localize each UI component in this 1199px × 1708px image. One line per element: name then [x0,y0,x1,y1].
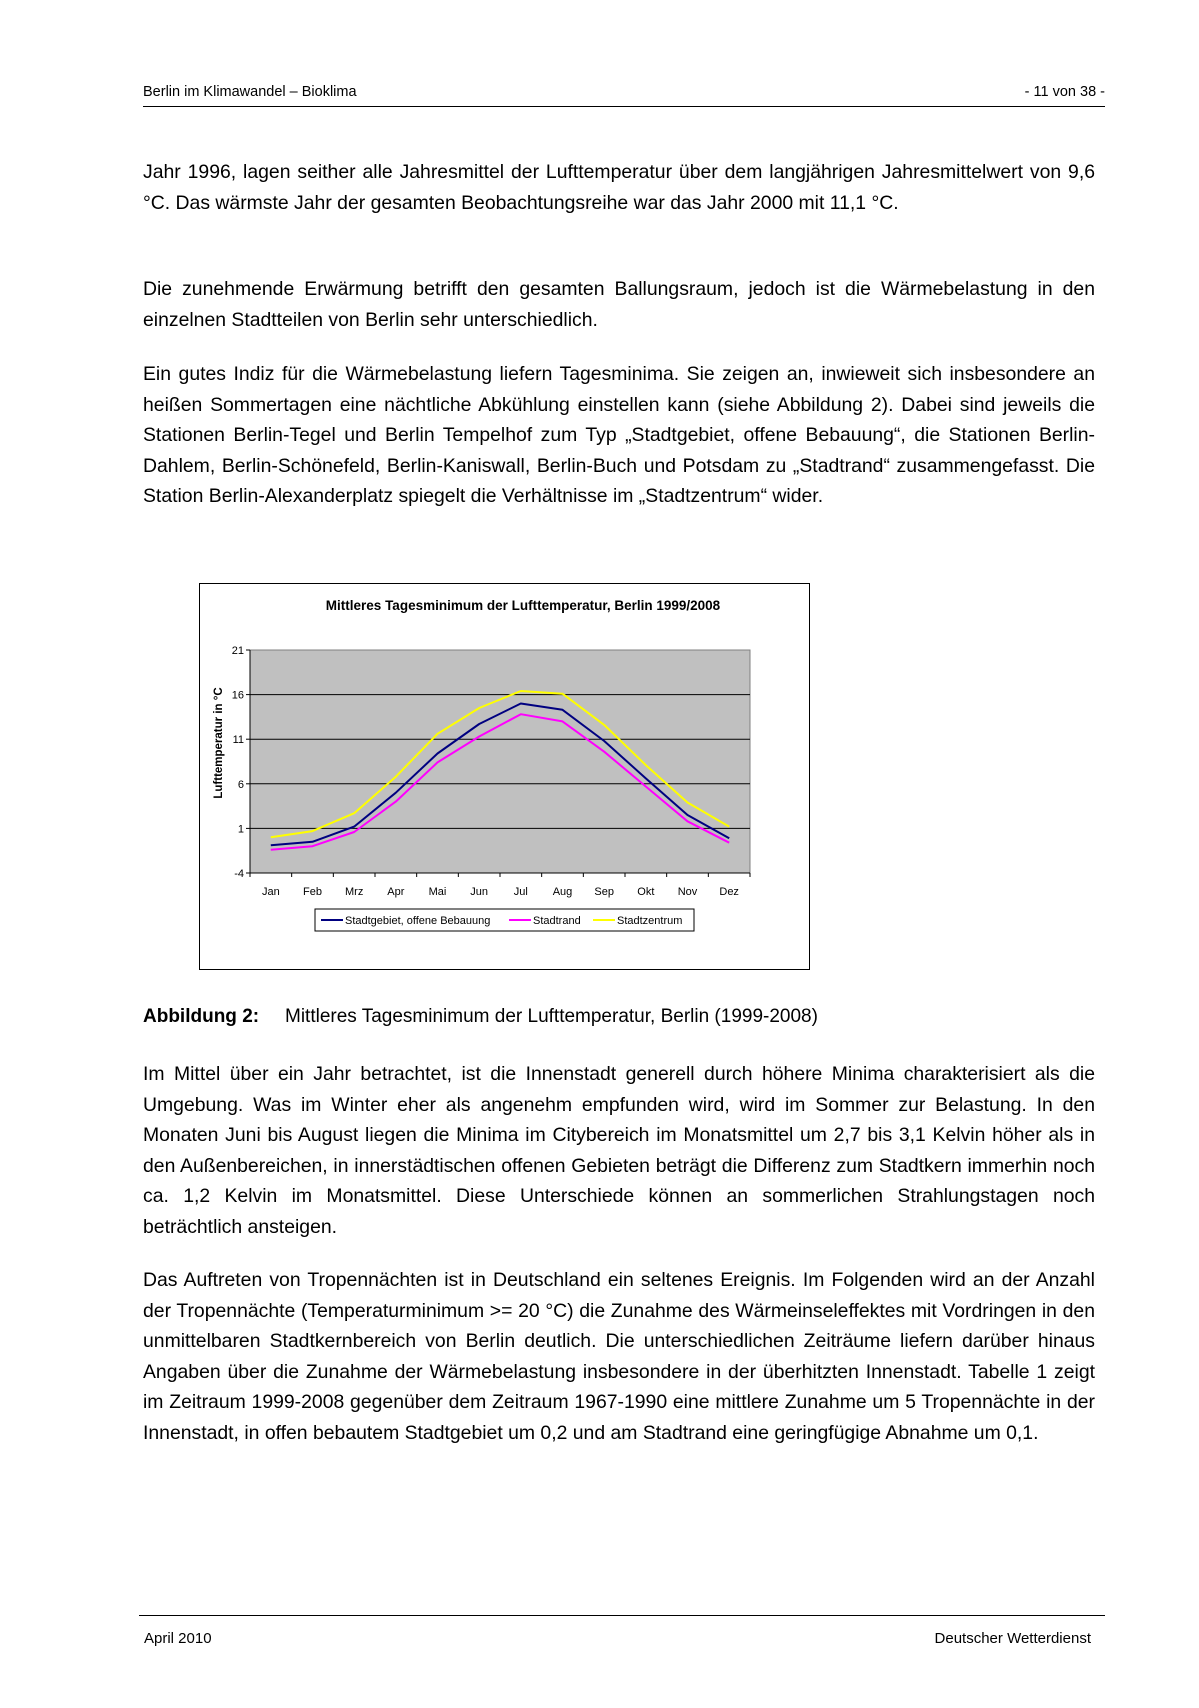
x-tick-label: Mrz [345,886,364,898]
paragraph-4: Im Mittel über ein Jahr betrachtet, ist die Innenstadt generell durch höhere Minima charakterisiert als die Umgebung. Was im Winter eher als angenehm empfunden wird, wird im Sommer zur Belastung. In den Monaten Juni bis August liegen die Minima im Citybereich im Monatsmittel um 2,7 bis 3,1 Kelvin höher als in den Außenbereichen, in innerstädtischen offenen Gebieten beträgt die Differenz zum Stadtkern immerhin noch ca. 1,2 Kelvin im Monatsmittel. Diese Unterschiede können an sommerlichen Strahlungstagen noch beträchtlich ansteigen. [143,1063,1095,1238]
paragraph-2: Die zunehmende Erwärmung betrifft den gesamten Ballungsraum, jedoch ist die Wärmebelastung in den einzelnen Stadtteilen von Berlin sehr unterschiedlich. [143,278,1095,331]
plot-area [250,650,750,873]
page-number: - 11 von 38 - [1024,84,1105,100]
paragraph-3: Ein gutes Indiz für die Wärmebelastung liefern Tagesminima. Sie zeigen an, inwieweit sich insbesondere an heißen Sommertagen eine nächtliche Abkühlung einstellen kann (siehe Abbildung 2). Dabei sind jeweils die Stationen Berlin-Tegel und Berlin Tempelhof zum Typ „Stadtgebiet, offene Bebauung“, die Stationen Berlin-Dahlem, Berlin-Schönefeld, Berlin-Kaniswall, Berlin-Buch und Potsdam zu „Stadtrand“ zusammengefasst. Die Station Berlin-Alexanderplatz spiegelt die Verhältnisse im „Stadtzentrum“ wider. [143,363,1095,507]
x-tick-label: Jun [470,886,489,898]
legend-label: Stadtgebiet, offene Bebauung [345,915,491,927]
y-tick-label: -4 [234,868,244,880]
page-footer [139,1615,1105,1656]
x-tick-label: Okt [637,886,655,898]
temperature-chart [199,583,810,970]
x-tick-label: Jul [513,886,528,898]
x-tick-label: Sep [594,886,614,898]
paragraph-5: Das Auftreten von Tropennächten ist in Deutschland ein seltenes Ereignis. Im Folgenden wird an der Anzahl der Tropennächte (Temperaturminimum >= 20 °C) die Zunahme des Wärmeinseleffektes mit Vordringen in den unmittelbaren Stadtkernbereich von Berlin deutlich. Die unterschiedlichen Zeiträume liefern darüber hinaus Angaben über die Zunahme der Wärmebelastung insbesondere in der überhitzten Innenstadt. Tabelle 1 zeigt im Zeitraum 1999-2008 gegenüber dem Zeitraum 1967-1990 eine mittlere Zunahme um 5 Tropennächte in der Innenstadt, in offen bebautem Stadtgebiet um 0,2 und am Stadtrand eine geringfügige Abnahme um 0,1. [143,1269,1095,1444]
y-tick-label: 11 [232,734,244,747]
page-header [143,82,1105,107]
legend-label: Stadtrand [533,915,581,927]
y-tick-label: 16 [231,689,244,702]
x-tick-label: Apr [387,886,405,898]
caption-text: Mittleres Tagesminimum der Lufttemperatur, Berlin (1999-2008) [285,1006,818,1027]
y-tick-label: 21 [231,645,244,657]
x-tick-label: Dez [719,886,739,898]
y-tick-label: 6 [237,778,244,791]
y-tick-label: 1 [237,823,244,836]
chart-title: Mittleres Tagesminimum der Lufttemperatur, Berlin 1999/2008 [325,598,721,613]
chart-ylabel: Lufttemperatur in °C [213,687,225,799]
footer-date: April 2010 [144,1630,212,1647]
paragraph-1: Jahr 1996, lagen seither alle Jahresmittel der Lufttemperatur über dem langjährigen Jahresmittelwert von 9,6 °C. Das wärmste Jahr der gesamten Beobachtungsreihe war das Jahr 2000 mit 11,1 °C. [143,161,1095,214]
legend-label: Stadtzentrum [617,915,683,927]
x-tick-label: Nov [677,886,698,898]
x-tick-label: Feb [303,886,322,898]
x-tick-label: Jan [261,886,280,898]
chart-svg [200,584,809,969]
caption-label: Abbildung 2: [143,1006,260,1027]
header-title: Berlin im Klimawandel – Bioklima [143,84,357,100]
x-tick-label: Aug [552,886,573,898]
figure-caption [143,1006,818,1028]
footer-publisher: Deutscher Wetterdienst [934,1630,1091,1647]
x-tick-label: Mai [428,886,447,898]
